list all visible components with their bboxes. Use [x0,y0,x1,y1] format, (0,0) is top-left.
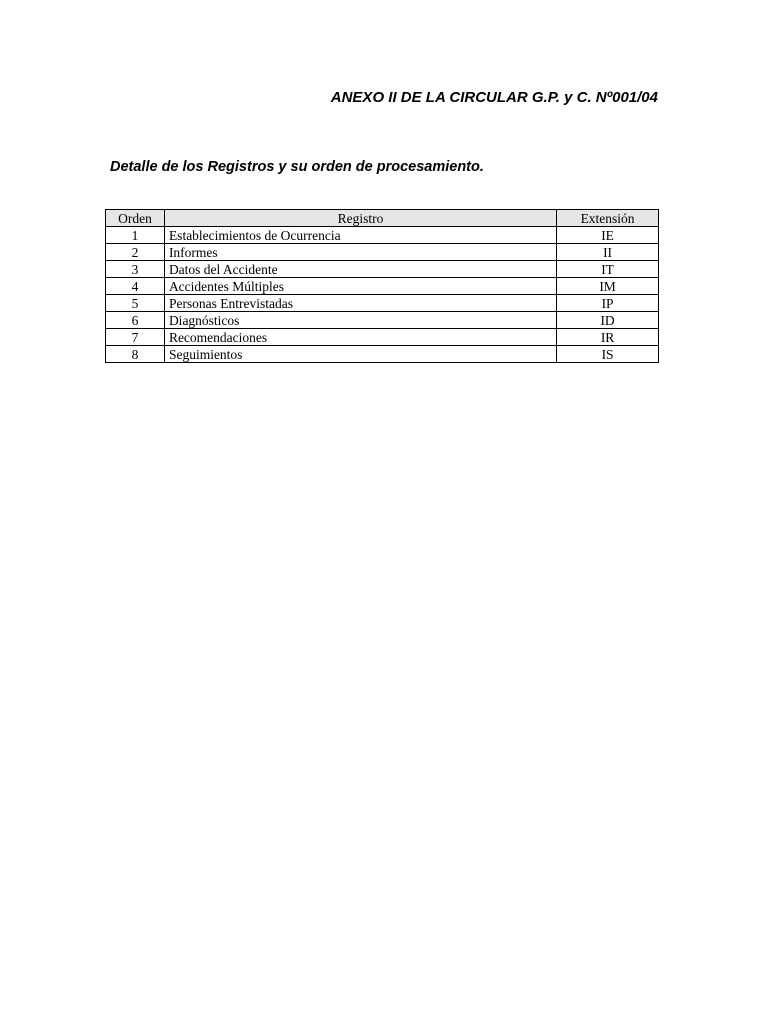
cell-extension: IE [557,227,659,244]
cell-registro: Accidentes Múltiples [164,278,556,295]
cell-orden: 6 [106,312,165,329]
table-row [106,227,659,244]
cell-extension: IP [557,295,659,312]
cell-registro: Recomendaciones [164,329,556,346]
table-row [106,295,659,312]
cell-extension: ID [557,312,659,329]
cell-extension: IS [557,346,659,363]
cell-orden: 5 [106,295,165,312]
cell-extension: IR [557,329,659,346]
cell-orden: 4 [106,278,165,295]
cell-registro: Personas Entrevistadas [164,295,556,312]
section-subtitle: Detalle de los Registros y su orden de procesamiento. [110,159,484,175]
annex-title: ANEXO II DE LA CIRCULAR G.P. y C. Nº001/04 [330,89,658,106]
table-row [106,346,659,363]
cell-orden: 1 [106,227,165,244]
table-row [106,244,659,261]
cell-registro: Diagnósticos [164,312,556,329]
cell-registro: Seguimientos [164,346,556,363]
cell-registro: Informes [164,244,556,261]
table-header-row [106,210,659,227]
header-orden: Orden [106,210,165,227]
cell-extension: IT [557,261,659,278]
table-row [106,278,659,295]
cell-registro: Datos del Accidente [164,261,556,278]
table-body [106,227,659,363]
table-header [106,210,659,227]
cell-extension: IM [557,278,659,295]
table-row [106,261,659,278]
cell-orden: 3 [106,261,165,278]
cell-orden: 2 [106,244,165,261]
table-row [106,312,659,329]
table-row [106,329,659,346]
cell-registro: Establecimientos de Ocurrencia [164,227,556,244]
header-extension: Extensión [557,210,659,227]
header-registro: Registro [164,210,556,227]
cell-orden: 7 [106,329,165,346]
cell-extension: II [557,244,659,261]
records-table [105,209,659,363]
cell-orden: 8 [106,346,165,363]
